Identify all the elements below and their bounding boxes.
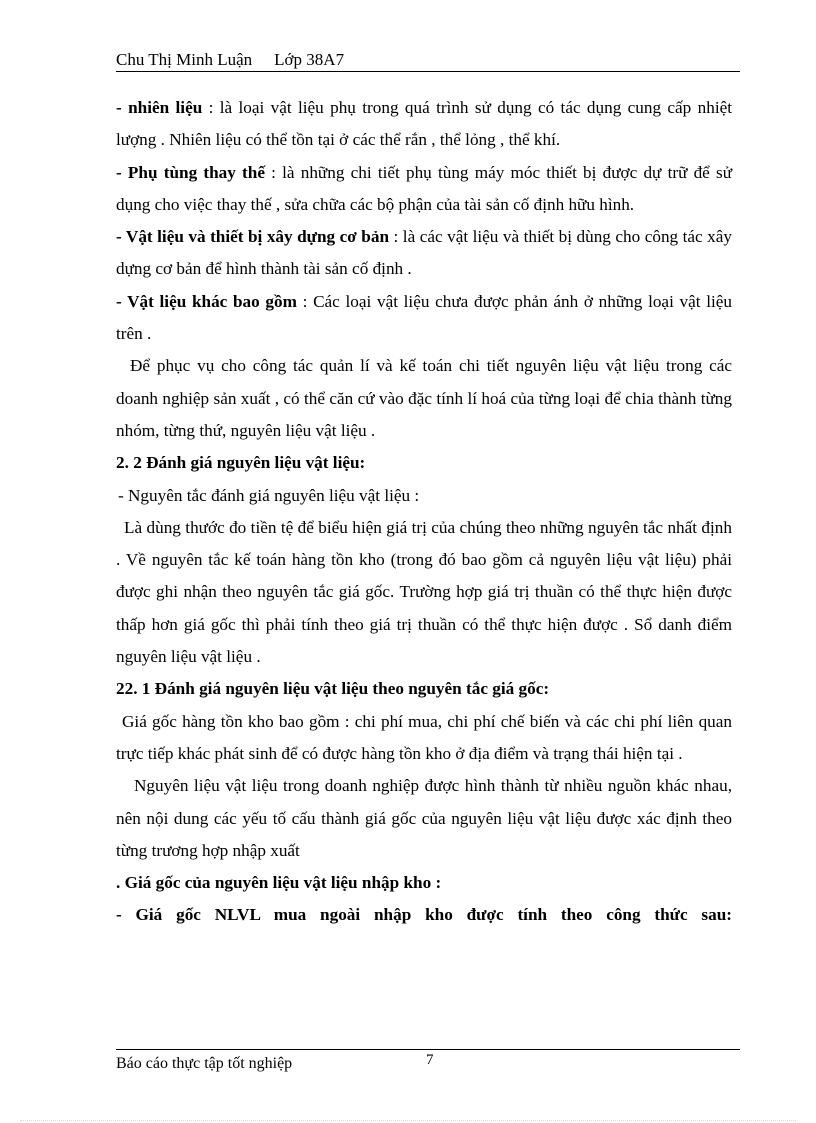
class-label: Lớp 38A7 <box>274 50 345 69</box>
paragraph-hinh-thanh: Nguyên liệu vật liệu trong doanh nghiệp được hình thành từ nhiều nguồn khác nhau, nên nội dung các yếu tố cấu thành giá gốc của nguyên liệu vật liệu được xác định theo từng trương hợp nhập xuất <box>116 776 732 860</box>
paragraph-vat-lieu-xdcb: - Vật liệu và thiết bị xây dựng cơ bản : là các vật liệu và thiết bị dùng cho công tác xây dựng cơ bản để hình thành tài sản cố định . <box>116 227 732 279</box>
footer-rule <box>116 1049 740 1050</box>
paragraph-phu-tung: - Phụ tùng thay thế : là những chi tiết phụ tùng máy móc thiết bị được dự trữ để sử dụng cho việc thay thế , sửa chữa các bộ phận của tài sản cố định hữu hình. <box>116 162 733 214</box>
page-number: 7 <box>426 1052 434 1068</box>
section-heading-22-1: 22. 1 Đánh giá nguyên liệu vật liệu theo nguyên tắc giá gốc: <box>116 679 550 699</box>
section-heading-mua-ngoai: - Giá gốc NLVL mua ngoài nhập kho được tính theo công thức sau: <box>116 905 732 925</box>
page-header <box>116 50 740 70</box>
paragraph-nhien-lieu: - nhiên liệu : là loại vật liệu phụ trong quá trình sử dụng có tác dụng cung cấp nhiệt lượng . Nhiên liệu có thể tồn tại ở các thể rắn , thể lỏng , thể khí. <box>116 98 733 150</box>
paragraph-phan-loai: Để phục vụ cho công tác quản lí và kế toán chi tiết nguyên liệu vật liệu trong các doanh nghiệp sản xuất , có thể căn cứ vào đặc tính lí hoá của từng loại để chia thành từng nhóm, từng thứ, nguyên liệu vật liệu . <box>116 356 732 440</box>
paragraph-gia-goc: Giá gốc hàng tồn kho bao gồm : chi phí mua, chi phí chế biến và các chi phí liên quan trực tiếp khác phát sinh để có được hàng tồn kho ở địa điểm và trạng thái hiện tại . <box>116 711 732 763</box>
term: - Vật liệu và thiết bị xây dựng cơ bản <box>116 227 390 247</box>
term: - nhiên liệu <box>116 98 203 117</box>
document-body <box>116 92 732 932</box>
page-edge-dotted-line <box>20 1120 796 1121</box>
author-name: Chu Thị Minh Luận <box>116 50 253 69</box>
section-heading-2-2: 2. 2 Đánh giá nguyên liệu vật liệu: <box>116 453 366 473</box>
paragraph-nguyen-tac: - Nguyên tắc đánh giá nguyên liệu vật liệu : <box>118 485 420 505</box>
section-heading-nhap-kho: . Giá gốc của nguyên liệu vật liệu nhập kho : <box>116 873 442 893</box>
term: - Vật liệu khác bao gồm <box>116 291 297 311</box>
term: - Phụ tùng thay thế <box>116 162 265 182</box>
paragraph-thuoc-do: Là dùng thước đo tiền tệ để biểu hiện giá trị của chúng theo những nguyên tắc nhất định . Về nguyên tắc kế toán hàng tồn kho (trong đó bao gồm cả nguyên liệu vật liệu) phải được ghi nhận theo nguyên tắc giá gốc. Trường hợp giá trị thuần có thể thực hiện được thấp hơn giá gốc thì phải tính theo giá trị thuần có thể thực hiện được . Sổ danh điểm nguyên liệu vật liệu . <box>116 517 732 667</box>
footer-title: Báo cáo thực tập tốt nghiệp <box>116 1055 293 1072</box>
paragraph-vat-lieu-khac: - Vật liệu khác bao gồm : Các loại vật liệu chưa được phản ánh ở những loại vật liệu trên . <box>116 291 732 344</box>
header-rule <box>116 71 740 72</box>
